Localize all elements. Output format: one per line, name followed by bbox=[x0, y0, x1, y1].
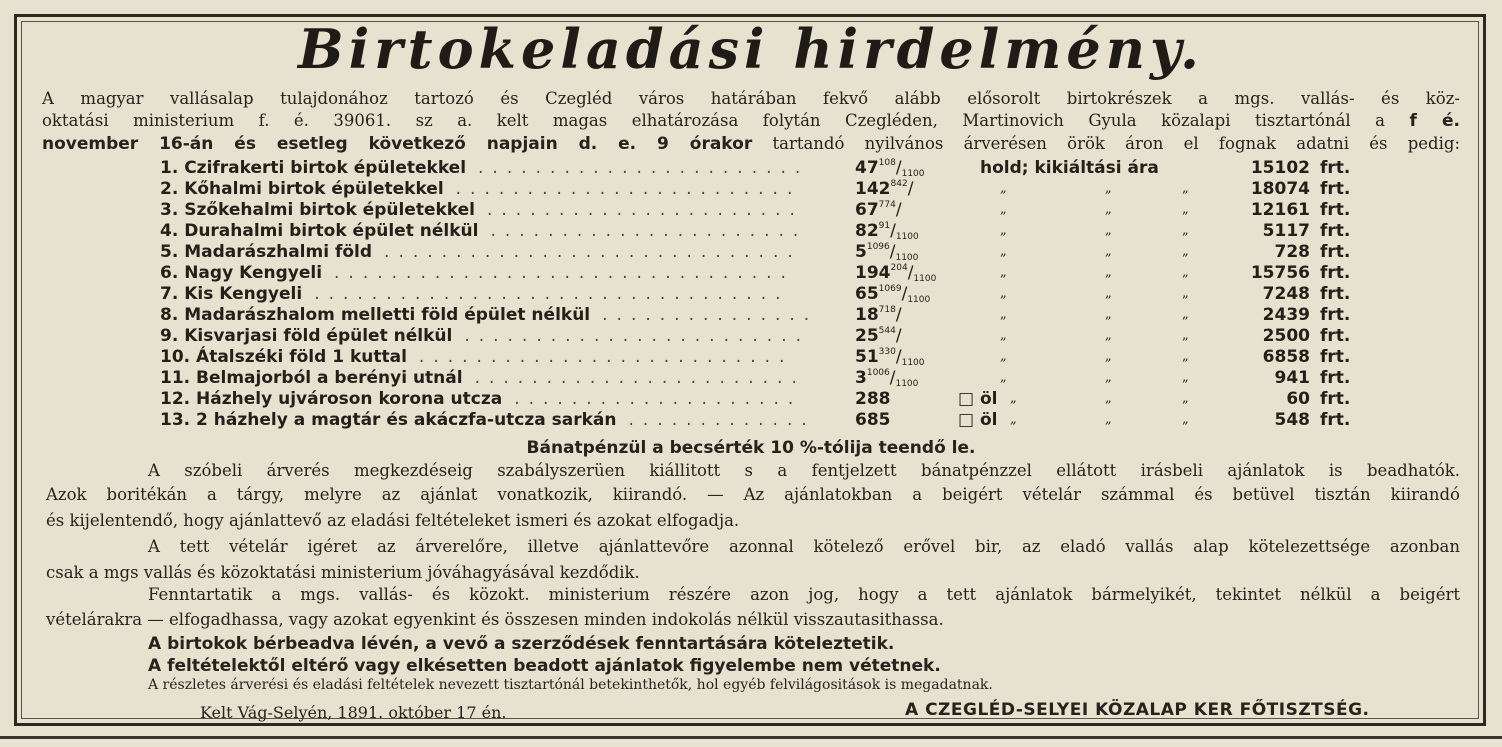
property-name: 9. Kisvarjasi föld épület nélkül bbox=[160, 326, 453, 346]
ditto-mark: „ bbox=[1105, 223, 1112, 238]
property-row bbox=[160, 326, 1360, 347]
body-line-1: A szóbeli árverés megkezdéseig szabályszerüen kiállitott s a fentjelzett bánatpénzzel ellátott irásbeli ajánlatok is beadhatók. bbox=[148, 461, 1460, 480]
property-row bbox=[160, 368, 1360, 389]
ditto-mark: „ bbox=[1182, 349, 1189, 364]
property-row bbox=[160, 242, 1360, 263]
dot-leader: ............. bbox=[628, 410, 816, 430]
dateline: Kelt Vág-Selyén, 1891. október 17 én. bbox=[200, 703, 507, 722]
property-name: 7. Kis Kengyeli bbox=[160, 284, 303, 304]
property-row bbox=[160, 347, 1360, 368]
dot-leader: ................................ bbox=[334, 263, 795, 283]
ditto-mark: „ bbox=[1182, 181, 1189, 196]
currency-label: frt. bbox=[1320, 326, 1351, 346]
property-row bbox=[160, 158, 1360, 179]
late-offers-clause: A feltételektől eltérő vagy elkésetten beadott ajánlatok figyelembe nem vétetnek. bbox=[148, 656, 941, 676]
currency-label: frt. bbox=[1320, 389, 1351, 409]
property-name: 10. Átalszéki föld 1 kuttal bbox=[160, 347, 407, 367]
property-row bbox=[160, 179, 1360, 200]
property-unit: hold; kikiáltási ára bbox=[980, 158, 1159, 178]
ditto-mark: „ bbox=[1010, 412, 1017, 427]
property-name: 8. Madarászhalom melletti föld épület nélkül bbox=[160, 305, 591, 325]
property-price: 12161 bbox=[1250, 200, 1310, 220]
lease-clause: A birtokok bérbeadva lévén, a vevő a szerződések fenntartására köteleztetik. bbox=[148, 634, 895, 654]
ditto-mark: „ bbox=[1105, 328, 1112, 343]
property-name: 4. Durahalmi birtok épület nélkül bbox=[160, 221, 479, 241]
intro-line-2-date: f é. bbox=[1409, 111, 1460, 131]
body-line-4: A tett vételár igéret az árverelőre, illetve ajánlattevőre azonnal kötelező erővel bir, az eladó vallás alap kötelezettsége azonban bbox=[148, 537, 1460, 556]
ditto-mark: „ bbox=[1000, 202, 1007, 217]
property-price: 6858 bbox=[1262, 347, 1310, 367]
dot-leader: ....................... bbox=[474, 368, 806, 388]
ditto-mark: „ bbox=[1105, 181, 1112, 196]
property-area: $47^{108}/_{1100}$ bbox=[855, 158, 925, 179]
intro-line-1: A magyar vallásalap tulajdonához tartozó és Czegléd város határában fekvő alább elősorolt birtokrészek a mgs. vallás- és köz- bbox=[42, 89, 1460, 108]
property-price: 7248 bbox=[1262, 284, 1310, 304]
intro-line-2 bbox=[42, 110, 1460, 132]
ditto-mark: „ bbox=[1000, 370, 1007, 385]
ditto-mark: „ bbox=[1000, 181, 1007, 196]
body-line-5: csak a mgs vallás és közoktatási ministerium jóváhagyásával kezdődik. bbox=[46, 563, 640, 582]
property-price: 2500 bbox=[1262, 326, 1310, 346]
property-area: $67^{774}/$ bbox=[855, 200, 902, 220]
currency-label: frt. bbox=[1320, 179, 1351, 199]
property-unit: □ öl bbox=[958, 389, 998, 409]
ditto-mark: „ bbox=[1182, 328, 1189, 343]
property-name: 11. Belmajorból a berényi utnál bbox=[160, 368, 463, 388]
intro-line-3 bbox=[42, 133, 1460, 155]
dot-leader: ...................... bbox=[490, 221, 808, 241]
property-name: 6. Nagy Kengyeli bbox=[160, 263, 323, 283]
ditto-mark: „ bbox=[1105, 412, 1112, 427]
ditto-mark: „ bbox=[1105, 307, 1112, 322]
property-row bbox=[160, 263, 1360, 284]
intro-line-3-bold: november 16-án és esetleg következő napjain d. e. 9 órakor bbox=[42, 134, 753, 154]
ditto-mark: „ bbox=[1182, 370, 1189, 385]
property-row bbox=[160, 410, 1360, 431]
property-area: $82^{91}/_{1100}$ bbox=[855, 221, 919, 242]
property-price: 2439 bbox=[1262, 305, 1310, 325]
property-price: 18074 bbox=[1250, 179, 1310, 199]
property-name: 3. Szőkehalmi birtok épületekkel bbox=[160, 200, 475, 220]
property-row bbox=[160, 305, 1360, 326]
currency-label: frt. bbox=[1320, 263, 1351, 283]
dot-leader: ....................... bbox=[478, 158, 810, 178]
dot-leader: ...................... bbox=[487, 200, 804, 220]
currency-label: frt. bbox=[1320, 200, 1351, 220]
body-line-7: vételárakra — elfogadhassa, vagy azokat egyenkint és összesen minden indokolás nélkül visszautasithassa. bbox=[46, 610, 944, 629]
property-area: $142^{842}/$ bbox=[855, 179, 914, 199]
deposit-notice: Bánatpénzül a becsérték 10 %-tólija teendő le. bbox=[526, 438, 976, 458]
ditto-mark: „ bbox=[1000, 244, 1007, 259]
dot-leader: ............... bbox=[602, 305, 819, 325]
dot-leader: ............................. bbox=[384, 242, 802, 262]
body-line-6: Fenntartatik a mgs. vallás- és közokt. ministerium részére azon jog, hogy a tett ajánlatok bármelyikét, tekintet nélkül a beigért bbox=[148, 585, 1460, 604]
ditto-mark: „ bbox=[1105, 265, 1112, 280]
property-price: 15756 bbox=[1250, 263, 1310, 283]
property-name: 13. 2 házhely a magtár és akáczfa-utcza sarkán bbox=[160, 410, 617, 430]
property-row bbox=[160, 284, 1360, 305]
property-row bbox=[160, 200, 1360, 221]
ditto-mark: „ bbox=[1182, 307, 1189, 322]
property-price: 941 bbox=[1274, 368, 1310, 388]
dot-leader: ........................ bbox=[464, 326, 811, 346]
ditto-mark: „ bbox=[1105, 391, 1112, 406]
intro-line-2-text: oktatási ministerium f. é. 39061. sz a. kelt magas elhatározása folytán Czegléden, Martinovich Gyula közalapi tisztartónál a bbox=[42, 111, 1385, 130]
property-name: 5. Madarászhalmi föld bbox=[160, 242, 373, 262]
property-area: $18^{718}/$ bbox=[855, 305, 902, 325]
ditto-mark: „ bbox=[1182, 265, 1189, 280]
dot-leader: ........................ bbox=[455, 179, 802, 199]
ditto-mark: „ bbox=[1000, 223, 1007, 238]
body-line-3: és kijelentendő, hogy ajánlattevő az eladási feltételeket ismeri és azokat elfogadja. bbox=[46, 511, 740, 530]
bottom-rule bbox=[0, 736, 1502, 739]
ditto-mark: „ bbox=[1010, 391, 1017, 406]
ditto-mark: „ bbox=[1105, 286, 1112, 301]
property-price: 60 bbox=[1286, 389, 1310, 409]
body-line-2: Azok boritékán a tárgy, melyre az ajánlat vonatkozik, kiirandó. — Az ajánlatokban a beigért vételár számmal és betüvel tisztán kiirandó bbox=[46, 485, 1460, 504]
currency-label: frt. bbox=[1320, 347, 1351, 367]
ditto-mark: „ bbox=[1000, 349, 1007, 364]
property-name: 2. Kőhalmi birtok épületekkel bbox=[160, 179, 444, 199]
currency-label: frt. bbox=[1320, 158, 1351, 178]
intro-line-3-text: tartandó nyilvános árverésen örök áron el fognak adatni és pedig: bbox=[772, 134, 1460, 153]
ditto-mark: „ bbox=[1000, 307, 1007, 322]
ditto-mark: „ bbox=[1000, 265, 1007, 280]
property-area: $5^{1096}/_{1100}$ bbox=[855, 242, 919, 263]
currency-label: frt. bbox=[1320, 221, 1351, 241]
currency-label: frt. bbox=[1320, 284, 1351, 304]
property-name: 1. Czifrakerti birtok épületekkel bbox=[160, 158, 467, 178]
property-row bbox=[160, 389, 1360, 410]
ditto-mark: „ bbox=[1105, 244, 1112, 259]
dot-leader: .......................... bbox=[418, 347, 794, 367]
notice-title: Birtokeladási hirdelmény. bbox=[298, 17, 1204, 81]
ditto-mark: „ bbox=[1105, 202, 1112, 217]
ditto-mark: „ bbox=[1105, 370, 1112, 385]
property-area: $51^{330}/_{1100}$ bbox=[855, 347, 925, 368]
ditto-mark: „ bbox=[1182, 202, 1189, 217]
property-area: $25^{544}/$ bbox=[855, 326, 902, 346]
ditto-mark: „ bbox=[1182, 286, 1189, 301]
ditto-mark: „ bbox=[1000, 286, 1007, 301]
property-price: 548 bbox=[1274, 410, 1310, 430]
ditto-mark: „ bbox=[1182, 223, 1189, 238]
details-note: A részletes árverési és eladási feltételek nevezett tisztartónál betekinthetők, hol egyéb felvilágositások is megadatnak. bbox=[148, 677, 993, 693]
property-area: $3^{1006}/_{1100}$ bbox=[855, 368, 919, 389]
dot-leader: ................................. bbox=[314, 284, 790, 304]
ditto-mark: „ bbox=[1000, 328, 1007, 343]
dot-leader: .................... bbox=[514, 389, 803, 409]
ditto-mark: „ bbox=[1182, 412, 1189, 427]
ditto-mark: „ bbox=[1182, 391, 1189, 406]
ditto-mark: „ bbox=[1182, 244, 1189, 259]
property-row bbox=[160, 221, 1360, 242]
currency-label: frt. bbox=[1320, 305, 1351, 325]
property-area: $65^{1069}/_{1100}$ bbox=[855, 284, 931, 305]
currency-label: frt. bbox=[1320, 368, 1351, 388]
property-area: 685 bbox=[855, 410, 891, 430]
property-price: 5117 bbox=[1262, 221, 1310, 241]
property-unit: □ öl bbox=[958, 410, 998, 430]
signature: A CZEGLÉD-SELYEI KÖZALAP KER FŐTISZTSÉG. bbox=[905, 700, 1370, 720]
currency-label: frt. bbox=[1320, 410, 1351, 430]
ditto-mark: „ bbox=[1105, 349, 1112, 364]
property-name: 12. Házhely ujvároson korona utcza bbox=[160, 389, 503, 409]
property-price: 15102 bbox=[1250, 158, 1310, 178]
property-area: $194^{204}/_{1100}$ bbox=[855, 263, 937, 284]
property-area: 288 bbox=[855, 389, 891, 409]
property-price: 728 bbox=[1274, 242, 1310, 262]
currency-label: frt. bbox=[1320, 242, 1351, 262]
